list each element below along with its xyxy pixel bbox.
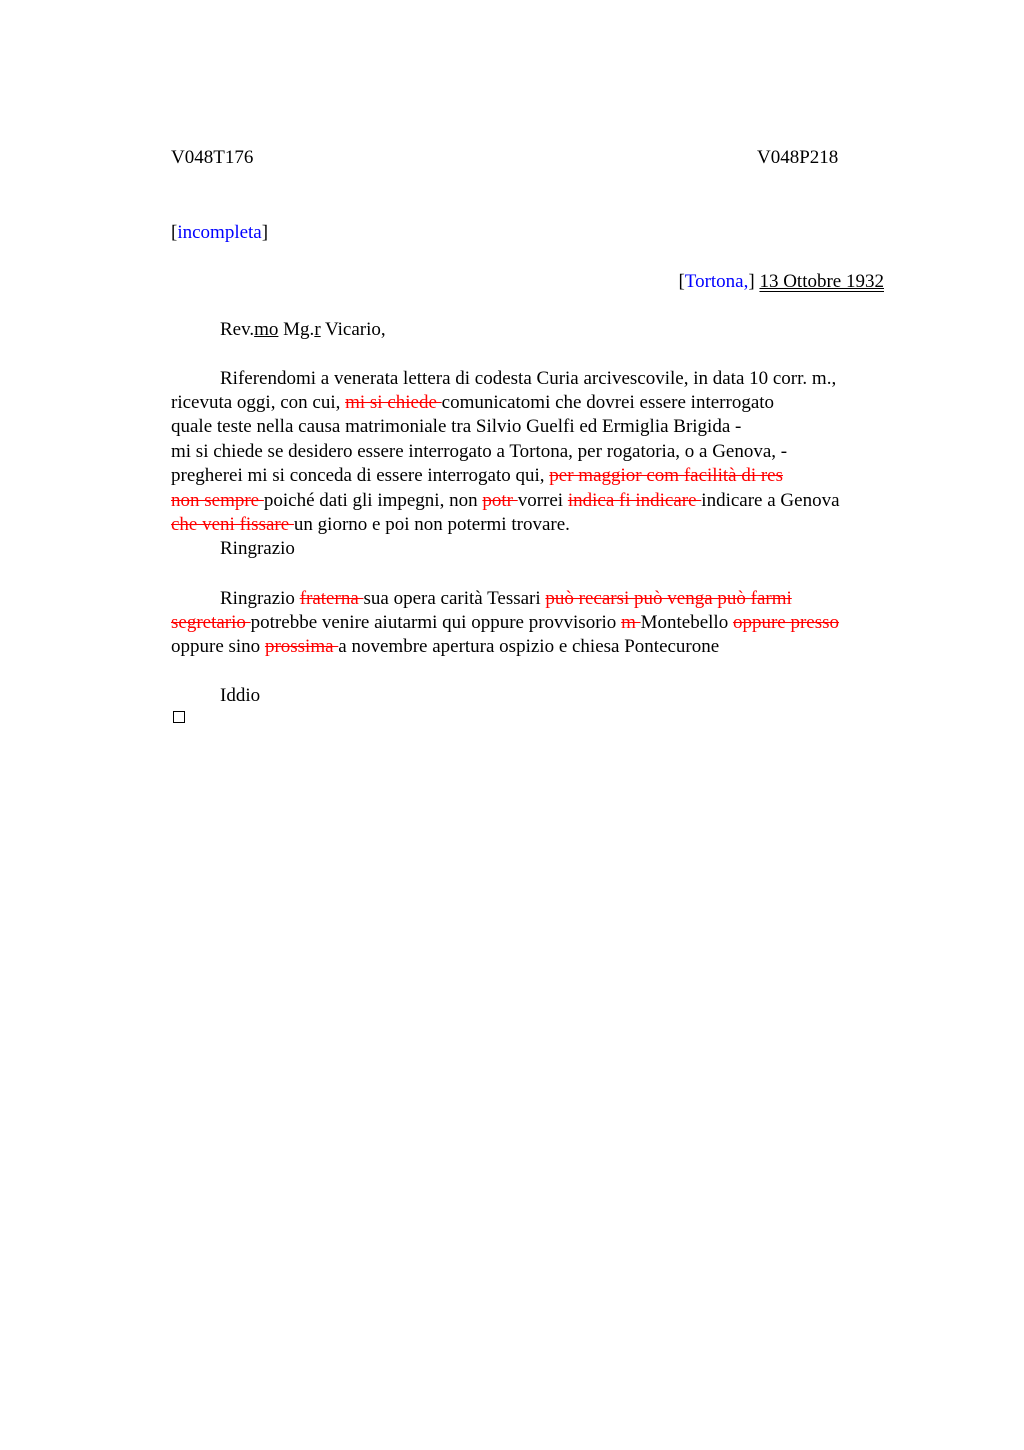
p1-line-7: che veni fissare un giorno e poi non potermi trovare.: [171, 514, 570, 535]
p1-line-8: Ringrazio: [220, 538, 295, 559]
p1-line-6: non sempre poiché dati gli impegni, non potr vorrei indica fi indicare indicare a Genova: [171, 490, 840, 511]
empty-checkbox-icon: [173, 711, 185, 723]
doc-code-right: V048P218: [757, 147, 839, 168]
status-note: [incompleta]: [171, 222, 269, 243]
dateline: [Tortona,] 13 Ottobre 1932: [678, 271, 884, 292]
dateline-place: Tortona,: [684, 271, 749, 292]
dateline-date: 13 Ottobre 1932: [759, 271, 884, 292]
salutation: Rev.mo Mg.r Vicario,: [220, 319, 386, 340]
p1-line-3: quale teste nella causa matrimoniale tra Silvio Guelfi ed Ermiglia Brigida -: [171, 416, 742, 437]
p1-line-1: Riferendomi a venerata lettera di codesta Curia arcivescovile, in data 10 corr. m.,: [220, 368, 837, 389]
status-label: incompleta: [177, 222, 262, 243]
p1-line-2: ricevuta oggi, con cui, mi si chiede comunicatomi che dovrei essere interrogato: [171, 392, 775, 413]
p2-line-1: Ringrazio fraterna sua opera carità Tessari può recarsi può venga può farmi: [220, 588, 792, 609]
p2-line-2: segretario potrebbe venire aiutarmi qui oppure provvisorio m Montebello oppure presso: [171, 612, 840, 633]
doc-code-left: V048T176: [171, 147, 254, 168]
p2-line-3: oppure sino prossima a novembre apertura ospizio e chiesa Pontecurone: [171, 636, 720, 657]
p1-line-5: pregherei mi si conceda di essere interrogato qui, per maggior com facilità di res: [171, 465, 783, 486]
closing-word: Iddio: [220, 685, 261, 706]
p1-line-4: mi si chiede se desidero essere interrogato a Tortona, per rogatoria, o a Genova, -: [171, 441, 788, 462]
